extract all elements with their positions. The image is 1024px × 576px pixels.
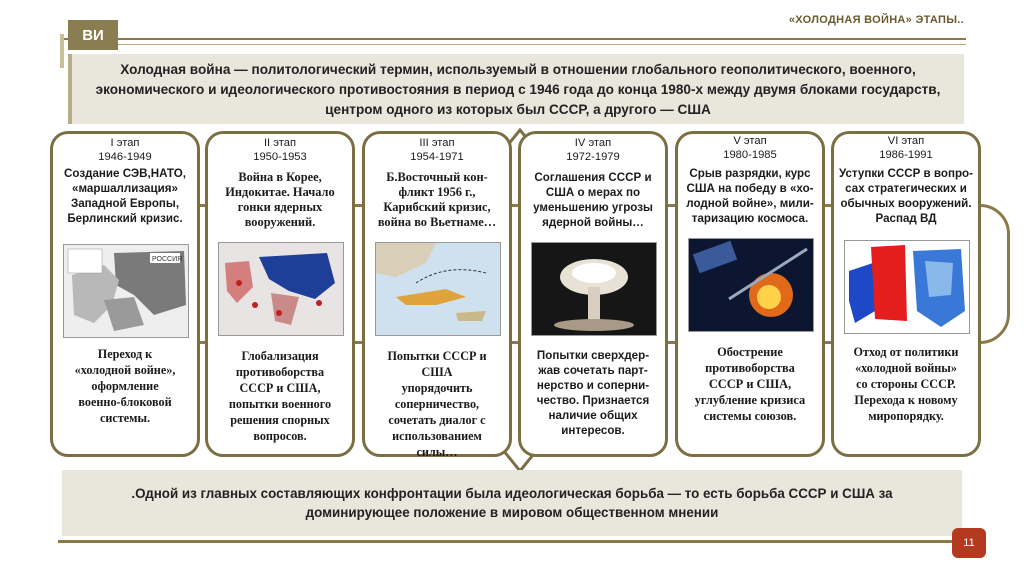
- event-line: обычных вооружений.: [840, 197, 972, 210]
- stage-events: [212, 170, 348, 230]
- header-divider: [60, 38, 966, 40]
- event-line: Западной Европы,: [70, 197, 180, 210]
- stage-years: 1950-1953: [253, 151, 307, 163]
- outcome-line: США: [421, 365, 453, 379]
- outcome-line: СССР и США,: [239, 381, 321, 395]
- space-weapon-image: [688, 238, 814, 332]
- stage-title: III этап: [419, 137, 455, 149]
- world-map-image: [218, 242, 344, 336]
- event-line: лодной войне», мили-: [686, 197, 814, 210]
- stage-years: 1946-1949: [98, 151, 152, 163]
- outcome-line: Переход к: [97, 347, 153, 361]
- outcome-line: оформление: [91, 379, 159, 393]
- europe-map-image: [63, 244, 189, 338]
- outcome-line: силы…: [416, 445, 458, 459]
- stage-header: [834, 134, 978, 162]
- outcome-line: Попытки сверхдер-: [536, 349, 650, 362]
- event-line: Уступки СССР в вопро-: [838, 167, 973, 180]
- outcome-line: чество. Признается: [536, 394, 650, 407]
- stage-card-5: [675, 131, 825, 457]
- event-line: Индокитае. Начало: [225, 185, 335, 199]
- event-line: Берлинский кризис.: [67, 212, 183, 225]
- event-line: Создание СЭВ,НАТО,: [64, 167, 186, 180]
- stage-card-1: [50, 131, 200, 457]
- outcome-line: решения спорных: [230, 413, 330, 427]
- outcome-line: миропорядку.: [868, 409, 944, 423]
- stage-outcome: [523, 348, 663, 438]
- section-badge: ВИ: [68, 20, 118, 50]
- outcome-line: Обострение: [717, 345, 783, 359]
- stage-outcome: [836, 344, 976, 424]
- stage-header: [521, 136, 665, 164]
- outcome-line: противоборства: [705, 361, 795, 375]
- stage-events: [838, 166, 974, 226]
- outcome-line: сочетать диалог с: [388, 413, 486, 427]
- stage-events: [57, 166, 193, 226]
- outcome-line: противоборства: [235, 365, 325, 379]
- event-line: Распад ВД: [875, 212, 937, 225]
- event-line: гонки ядерных: [237, 200, 323, 214]
- outcome-line: Глобализация: [241, 349, 319, 363]
- stage-events: [525, 170, 661, 230]
- caribbean-map-image: [375, 242, 501, 336]
- outcome-line: упорядочить: [401, 381, 473, 395]
- intro-line-3: центром одного из которых был СССР, а другого — США: [325, 102, 711, 117]
- map-label: РОССИЯ: [152, 256, 183, 263]
- stage-outcome: [210, 348, 350, 444]
- nuclear-explosion-image: [531, 242, 657, 336]
- page-number: 11: [952, 528, 986, 558]
- intro-line-2: экономического и идеологического противостояния в период с 1946 года до конца 1980-х между двумя блоками государств,: [95, 82, 941, 97]
- stage-outcome: [367, 348, 507, 460]
- outcome-line: СССР и США,: [708, 377, 792, 391]
- stage-years: 1986-1991: [879, 149, 933, 161]
- intro-definition: [72, 54, 964, 124]
- outcome-line: Отход от политики: [853, 345, 959, 359]
- stage-card-2: [205, 131, 355, 457]
- event-line: Б.Восточный кон-: [386, 170, 488, 184]
- stage-years: 1980-1985: [723, 149, 777, 161]
- event-line: Война в Корее,: [238, 170, 322, 184]
- outcome-line: использованием: [392, 429, 482, 443]
- stage-outcome: [55, 346, 195, 426]
- event-line: сах стратегических и: [845, 182, 967, 195]
- stage-title: II этап: [263, 137, 297, 149]
- stage-card-3: [362, 131, 512, 457]
- conclusion-panel: [62, 470, 962, 536]
- event-line: Соглашения СССР и: [534, 171, 652, 184]
- outcome-line: Попытки СССР и: [387, 349, 487, 363]
- outcome-line: системы союзов.: [703, 409, 797, 423]
- stage-events: [369, 170, 505, 230]
- footer-divider: [58, 540, 966, 543]
- conclusion-line-2: доминирующее положение в мировом общественном мнении: [305, 505, 719, 520]
- outcome-line: наличие общих: [548, 409, 638, 422]
- event-line: война во Вьетнаме…: [377, 215, 497, 229]
- event-line: Срыв разрядки, курс: [689, 167, 811, 180]
- section-title: «ХОЛОДНАЯ ВОЙНА» ЭТАПЫ..: [788, 14, 964, 26]
- stage-card-4: [518, 131, 668, 457]
- conclusion-line-1: .Одной из главных составляющих конфронтации была идеологическая борьба — то есть борьба СССР и США за: [131, 486, 893, 501]
- stage-title: V этап: [733, 135, 767, 147]
- outcome-line: соперничество,: [394, 397, 480, 411]
- stage-title: IV этап: [574, 137, 612, 149]
- stage-header: [365, 136, 509, 164]
- outcome-line: жав сочетать парт-: [538, 364, 648, 377]
- header-divider-thin: [80, 44, 966, 45]
- event-line: США на победу в «хо-: [686, 182, 814, 195]
- stage-header: [53, 136, 197, 164]
- outcome-line: вопросов.: [253, 429, 307, 443]
- event-line: уменьшению угрозы: [533, 201, 653, 214]
- outcome-line: военно-блоковой: [78, 395, 172, 409]
- event-line: Карибский кризис,: [383, 200, 491, 214]
- event-line: США о мерах по: [545, 186, 641, 199]
- outcome-line: «холодной войны»: [855, 361, 957, 375]
- outcome-line: попытки военного: [228, 397, 332, 411]
- stage-years: 1972-1979: [566, 151, 620, 163]
- stage-card-6: [831, 131, 981, 457]
- badge-accent: [60, 34, 64, 68]
- stage-title: I этап: [110, 137, 140, 149]
- event-line: ядерной войны…: [542, 216, 644, 229]
- stage-header: [208, 136, 352, 164]
- event-line: фликт 1956 г.,: [398, 185, 476, 199]
- stage-years: 1954-1971: [410, 151, 464, 163]
- outcome-line: со стороны СССР.: [856, 377, 956, 391]
- stage-header: [678, 134, 822, 162]
- outcome-line: углубление кризиса: [694, 393, 806, 407]
- intro-line-1: Холодная война — политологический термин, используемый в отношении глобального геополитического, военного,: [120, 62, 916, 77]
- event-line: таризацию космоса.: [691, 212, 809, 225]
- event-line: «маршаллизация»: [72, 182, 178, 195]
- outcome-line: нерство и соперни-: [536, 379, 650, 392]
- stage-outcome: [680, 344, 820, 424]
- stage-events: [682, 166, 818, 226]
- outcome-line: «холодной войне»,: [74, 363, 176, 377]
- event-line: вооружений.: [244, 215, 316, 229]
- outcome-line: системы.: [99, 411, 151, 425]
- outcome-line: Перехода к новому: [854, 393, 958, 407]
- europe-blocs-map-image: [844, 240, 970, 334]
- outcome-line: интересов.: [561, 424, 625, 437]
- stage-title: VI этап: [887, 135, 925, 147]
